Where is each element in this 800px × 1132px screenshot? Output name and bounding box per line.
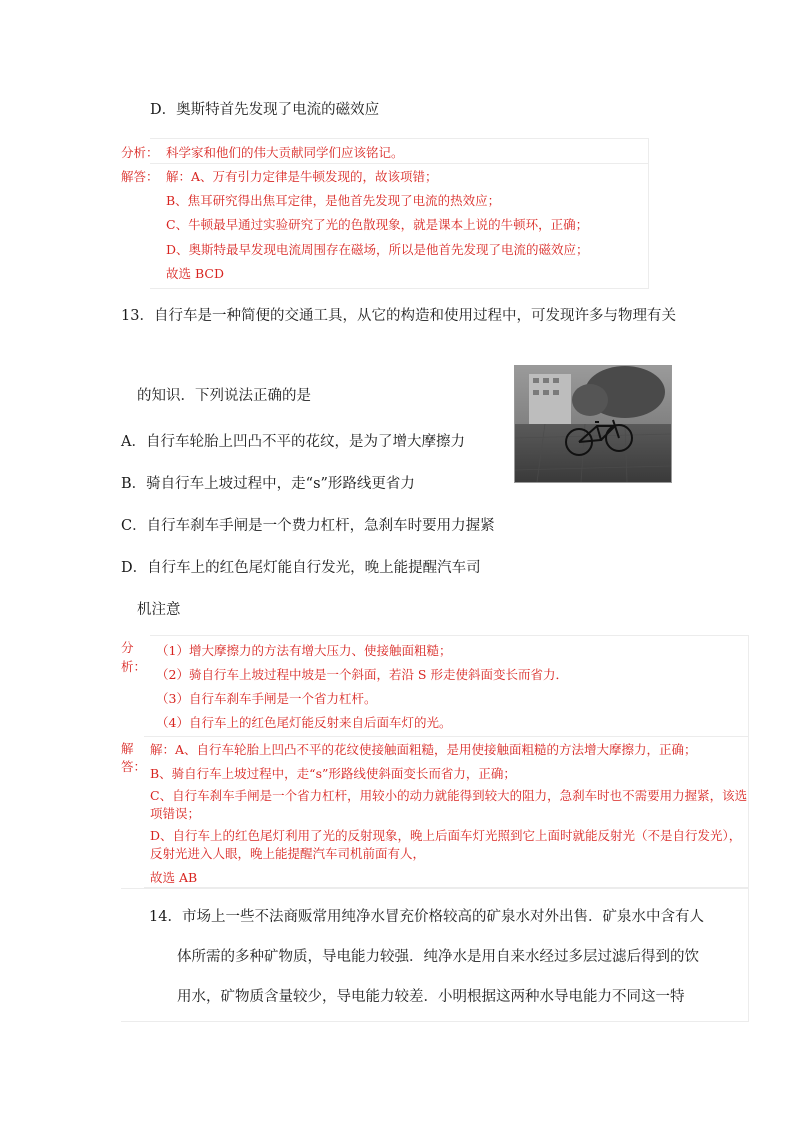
q13-answer-line: B、骑自行车上坡过程中，走“s”形路线使斜面变长而省力，正确； xyxy=(150,766,516,781)
q13-answer-label: 解 xyxy=(121,741,134,756)
q13-option-c: C．自行车刹车手闸是一个费力杠杆，急刹车时要用力握紧 xyxy=(121,518,495,534)
q13-stem-line-2: 的知识．下列说法正确的是 xyxy=(137,388,311,404)
q14-line-2: 体所需的多种矿物质，导电能力较强．纯净水是用自来水经过多层过滤后得到的饮 xyxy=(177,949,699,965)
q13-analysis-line: （2）骑自行车上坡过程中坡是一个斜面，若沿 S 形走使斜面变长而省力． xyxy=(156,667,568,682)
q13-option-a: A．自行车轮胎上凹凸不平的花纹，是为了增大摩擦力 xyxy=(121,434,465,450)
q13-answer-label: 答： xyxy=(121,759,147,774)
q12-analysis-text: 科学家和他们的伟大贡献同学们应该铭记。 xyxy=(166,145,404,160)
q14-line-1: 14．市场上一些不法商贩常用纯净水冒充价格较高的矿泉水对外出售．矿泉水中含有人 xyxy=(149,909,704,925)
q13-analysis-line: （1）增大摩擦力的方法有增大压力、使接触面粗糙； xyxy=(156,643,452,658)
q12-answer-label: 解答： xyxy=(121,169,159,184)
q13-option-d-continued: 机注意 xyxy=(137,602,181,618)
q12-answer-line: B、焦耳研究得出焦耳定律，是他首先发现了电流的热效应； xyxy=(166,193,501,208)
q13-analysis-label: 析： xyxy=(121,659,147,674)
q12-analysis-label: 分析： xyxy=(121,145,159,160)
q13-analysis-line: （3）自行车刹车手闸是一个省力杠杆。 xyxy=(156,691,377,706)
q13-answer-line: D、自行车上的红色尾灯利用了光的反射现象，晚上后面车灯光照到它上面时就能反射光（不是自行发光），反射光进入人眼，晚上能提醒汽车司机前面有人， xyxy=(150,828,742,861)
q12-option-d: D．奥斯特首先发现了电流的磁效应 xyxy=(150,102,380,118)
q12-answer-line: 解：A、万有引力定律是牛顿发现的，故该项错； xyxy=(166,169,438,184)
q13-analysis-line: （4）自行车上的红色尾灯能反射来自后面车灯的光。 xyxy=(156,715,452,730)
q13-option-d: D．自行车上的红色尾灯能自行发光，晚上能提醒汽车司 xyxy=(121,560,481,576)
q13-answer-line: 解：A、自行车轮胎上凹凸不平的花纹使接触面粗糙，是用使接触面粗糙的方法增大摩擦力，正确； xyxy=(150,742,697,757)
q12-answer-line: D、奥斯特最早发现电流周围存在磁场，所以是他首先发现了电流的磁效应； xyxy=(166,242,589,257)
q13-stem-line-1: 13．自行车是一种简便的交通工具，从它的构造和使用过程中，可发现许多与物理有关 xyxy=(121,308,676,324)
q13-analysis-label: 分 xyxy=(121,640,134,655)
q12-answer-line: C、牛顿最早通过实验研究了光的色散现象，就是课本上说的牛顿环，正确； xyxy=(166,217,589,232)
bicycle-photo xyxy=(514,365,672,483)
q12-answer-line: 故选 BCD xyxy=(166,266,224,281)
q13-answer-line: 故选 AB xyxy=(150,870,198,885)
q13-answer-line: C、自行车刹车手闸是一个省力杠杆，用较小的动力就能得到较大的阻力，急刹车时也不需要用力握紧，该选项错误； xyxy=(150,788,748,821)
q14-line-3: 用水，矿物质含量较少，导电能力较差．小明根据这两种水导电能力不同这一特 xyxy=(177,989,685,1005)
q13-option-b: B．骑自行车上坡过程中，走“s”形路线更省力 xyxy=(121,476,415,492)
